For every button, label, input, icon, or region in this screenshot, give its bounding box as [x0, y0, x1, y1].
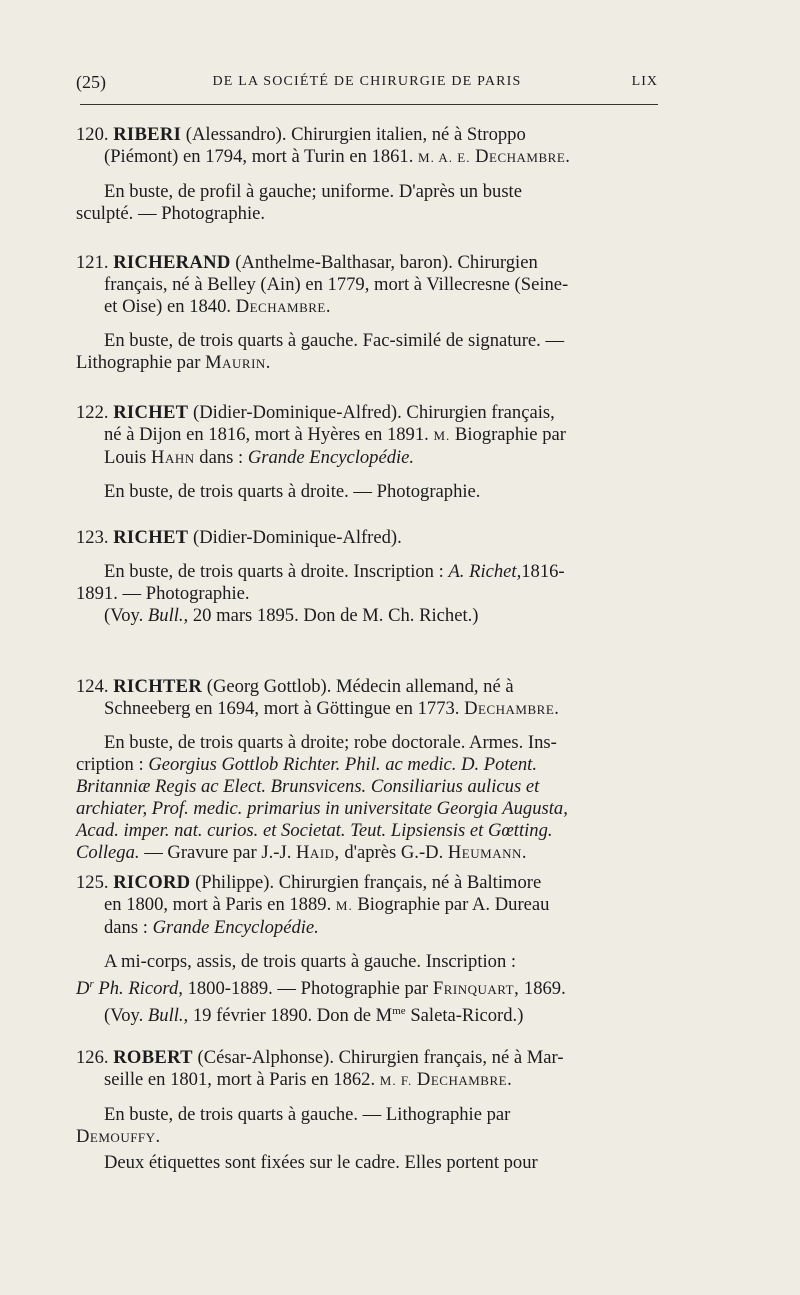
entry-124 — [76, 676, 659, 864]
entry-name: RICORD — [113, 872, 191, 893]
entry-description: En buste, de trois quarts à droite. Inscription : — [104, 561, 444, 582]
entry-125 — [76, 872, 659, 1027]
entry-126 — [76, 1047, 659, 1174]
entry-description: En buste, de trois quarts à droite; robe doctorale. Armes. Ins- — [104, 732, 557, 753]
entry-text: Schneeberg en 1694, mort à Göttingue en 1773. — [104, 698, 460, 719]
entry-text: (Piémont) en 1794, mort à Turin en 1861. — [104, 146, 414, 167]
entry-number: 125. — [76, 872, 109, 893]
entry-ref: Dechambre. — [464, 698, 560, 719]
entry-text: dans : — [199, 447, 244, 468]
entry-description: (Voy. — [104, 605, 144, 626]
entry-abbr: M. A. E. — [418, 150, 471, 165]
entry-description: sculpté. — Photographie. — [76, 203, 266, 224]
entry-number: 121. — [76, 252, 109, 273]
entry-description: A mi-corps, assis, de trois quarts à gauche. Inscription : — [104, 951, 517, 972]
entry-number: 124. — [76, 676, 109, 697]
entry-number: 126. — [76, 1047, 109, 1068]
entry-name: RICHET — [113, 402, 189, 423]
entry-name: RICHTER — [113, 676, 203, 697]
entry-description: cription : — [76, 754, 144, 775]
entry-122 — [76, 402, 659, 503]
entry-text: seille en 1801, mort à Paris en 1862. — [104, 1069, 376, 1090]
entry-abbr: M. — [335, 898, 353, 913]
entry-text: (Didier-Dominique-Alfred). — [193, 527, 402, 548]
entry-artist: Maurin. — [205, 352, 271, 373]
entry-description: En buste, de trois quarts à droite. — Photographie. — [104, 481, 481, 502]
entry-text: (César-Alphonse). Chirurgien français, né à Mar- — [197, 1047, 564, 1068]
entry-text: (Alessandro). Chirurgien italien, né à Stroppo — [185, 124, 526, 145]
entry-description: 1869. — [523, 978, 566, 1000]
entry-text: français, né à Belley (Ain) en 1779, mort à Villecresne (Seine- — [104, 274, 569, 295]
entry-number: 123. — [76, 527, 109, 548]
header-rule — [80, 104, 658, 105]
entry-painter: Heumann. — [447, 842, 528, 863]
entry-abbr: M. F. — [379, 1073, 413, 1088]
entry-description: En buste, de profil à gauche; uniforme. D'après un buste — [104, 181, 522, 202]
entry-name: RICHET — [113, 527, 189, 548]
entry-description: d'après G.-D. — [344, 842, 444, 863]
entry-work: Grande Encyclopédie. — [247, 447, 415, 468]
page-number: (25) — [76, 72, 106, 92]
entry-inscription: Acad. imper. nat. curios. et Societat. Teut. Lipsiensis et Gœtting. — [76, 820, 553, 841]
entry-text: en 1800, mort à Paris en 1889. — [104, 894, 332, 915]
entry-text: (Philippe). Chirurgien français, né à Baltimore — [195, 872, 542, 893]
entry-engraver: Haid, — [296, 842, 340, 863]
entry-text: (Georg Gottlob). Médecin allemand, né à — [206, 676, 514, 697]
roman-page-number: LIX — [631, 74, 658, 89]
entry-name: RIBERI — [113, 124, 182, 145]
entry-inscription: archiater, Prof. medic. primarius in universitate Georgia Augusta, — [76, 798, 568, 819]
entry-text: Louis — [104, 447, 147, 468]
entry-name: ROBERT — [113, 1047, 193, 1068]
entry-120 — [76, 124, 659, 225]
entry-123 — [76, 527, 659, 627]
entry-inscription: Collega. — [76, 842, 140, 863]
entry-description: — Gravure par J.-J. — [144, 842, 292, 863]
entry-inscription: Ph. Ricord, — [98, 978, 183, 1000]
entry-description: Deux étiquettes sont fixées sur le cadre. Elles portent pour — [104, 1152, 538, 1173]
entry-text: et Oise) en 1840. — [104, 296, 232, 317]
entry-inscription: A. Richet, — [448, 561, 522, 582]
entry-bulletin: Bull., — [147, 1005, 189, 1027]
entry-ref: Dechambre. — [235, 296, 331, 317]
entry-text: dans : — [104, 917, 148, 938]
entry-text: né à Dijon en 1816, mort à Hyères en 1891. — [104, 424, 429, 445]
entry-description: Lithographie par — [76, 352, 201, 373]
entry-description: En buste, de trois quarts à gauche. Fac-similé de signature. — — [104, 330, 565, 351]
entry-number: 120. — [76, 124, 109, 145]
entry-description: 20 mars 1895. Don de M. Ch. Richet.) — [192, 605, 479, 626]
entry-text: Biographie par — [454, 424, 566, 445]
entry-abbr: M. — [433, 428, 451, 443]
entry-ref: Dechambre. — [475, 146, 571, 167]
entry-description: Saleta-Ricord.) — [410, 1005, 524, 1027]
entry-description: 19 février 1890. Don de $M^{me}$ — [192, 1005, 406, 1027]
entry-description: En buste, de trois quarts à gauche. — Lithographie par — [104, 1104, 511, 1125]
entry-work: Grande Encyclopédie. — [152, 917, 319, 938]
entry-description: 1816- — [521, 561, 565, 582]
entry-ref: Dechambre. — [416, 1069, 513, 1090]
entry-description: (Voy. — [104, 1005, 144, 1027]
entry-text: (Anthelme-Balthasar, baron). Chirurgien — [235, 252, 538, 273]
entry-text: (Didier-Dominique-Alfred). Chirurgien français, — [193, 402, 555, 423]
entry-photographer: Frinquart, — [432, 978, 520, 1000]
running-header — [76, 72, 658, 98]
entry-121 — [76, 252, 659, 374]
entry-author: Hahn — [151, 447, 195, 468]
entry-artist: Demouffy. — [76, 1126, 161, 1147]
entry-name: RICHERAND — [113, 252, 231, 273]
entry-inscription: $D^r$ — [76, 978, 94, 1000]
entry-description: 1891. — Photographie. — [76, 583, 250, 604]
entry-bulletin: Bull., — [147, 605, 189, 626]
entry-inscription: Georgius Gottlob Richter. Phil. ac medic. D. Potent. — [148, 754, 537, 775]
entry-inscription: Britanniæ Regis ac Elect. Brunsvicens. Consiliarius aulicus et — [76, 776, 540, 797]
running-title: DE LA SOCIÉTÉ DE CHIRURGIE DE PARIS — [212, 74, 522, 89]
entry-number: 122. — [76, 402, 109, 423]
entry-description: 1800-1889. — Photographie par — [187, 978, 429, 1000]
entry-text: Biographie par A. Dureau — [357, 894, 550, 915]
